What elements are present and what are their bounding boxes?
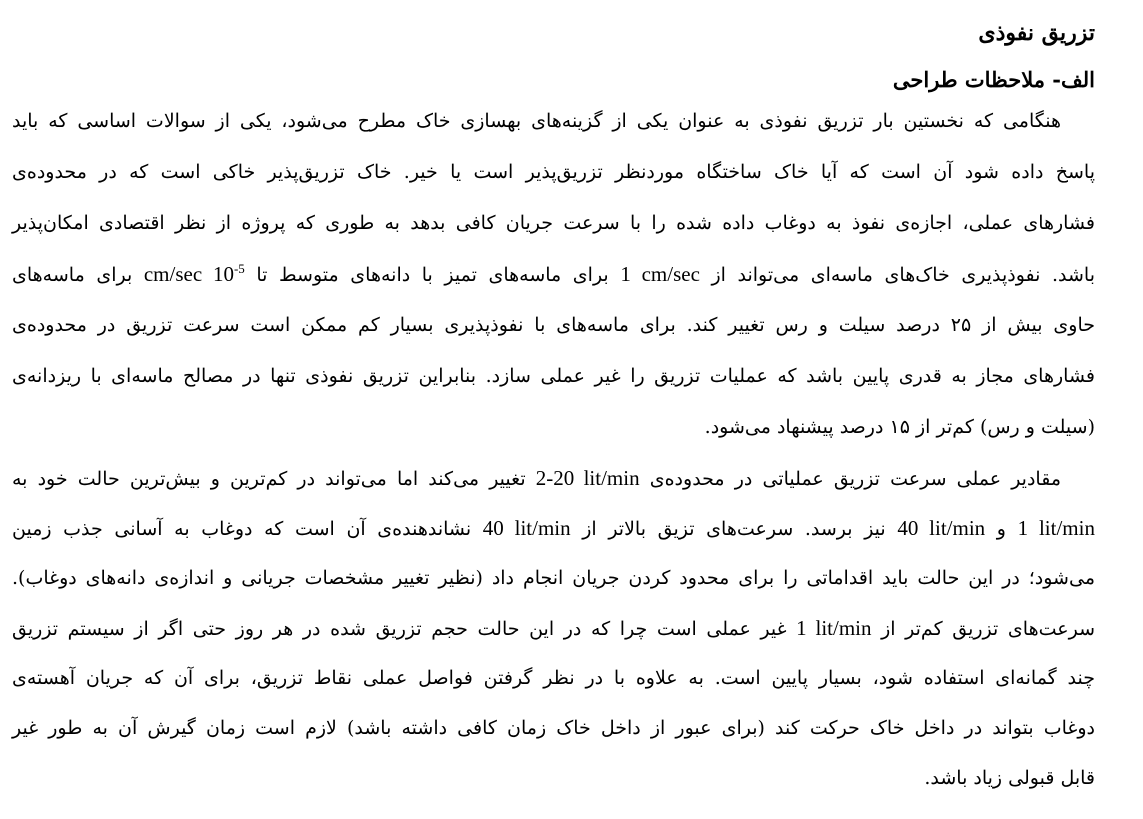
rate-value: 40 lit/min [482, 516, 571, 540]
text-line: دوغاب بتواند در داخل خاک حرکت کند (برای عبور از داخل خاک زمان کافی داشته باشد) لازم است زمان گیرش آن به طور غیر [12, 717, 1095, 739]
text-fragment: غیر عملی است چرا که در این حالت حجم تزریق شده در هر روز حتی اگر از سیستم تزریق [12, 618, 787, 640]
text-fragment: برای ماسه‌های [12, 264, 133, 286]
text-fragment: نیز برسد. سرعت‌های تزیق بالاتر از [582, 518, 886, 540]
text-fragment: نشاندهنده‌ی آن است که دوغاب به آسانی جذب زمین [12, 518, 472, 540]
rate-value: 1 lit/min [796, 616, 872, 640]
text-fragment: برای ماسه‌های تمیز با دانه‌های متوسط تا [256, 264, 609, 286]
text-line: هنگامی که نخستین بار تزریق نفوذی به عنوان یکی از گزینه‌های بهسازی خاک مطرح می‌شود، یکی از سوالات اساسی که باید [12, 110, 1061, 132]
document-page [12, 0, 1095, 803]
text-line: قابل قبولی زیاد باشد. [924, 767, 1095, 789]
value-exponent: -5 [233, 261, 245, 276]
rate-value: 2-20 lit/min [535, 466, 640, 490]
paragraph-groutability [12, 96, 1095, 453]
text-fragment: و [996, 518, 1006, 540]
text-fragment: تغییر می‌کند اما می‌تواند در کم‌ترین و بیش‌ترین حالت خود به [12, 468, 526, 490]
rate-value: 1 lit/min [1017, 516, 1095, 540]
text-line: فشارهای مجاز به قدری پایین باشد که عملیات تزریق را غیر عملی سازد. بنابراین تزریق نفوذی تنها در مصالح ماسه‌ای با ریزدانه‌ی [12, 365, 1095, 387]
text-line [12, 603, 1095, 653]
value-base: 10 [212, 262, 234, 286]
value-unit: cm/sec [143, 262, 203, 286]
section-heading: الف- ملاحظات طراحی [892, 67, 1095, 92]
text-fragment: سرعت‌های تزریق کم‌تر از [881, 618, 1095, 640]
text-line: می‌شود؛ در این حالت باید اقداماتی را برای محدود کردن جریان انجام داد (نظیر تغییر مشخصات جریانی و اندازه‌ی دانه‌های دوغاب). [12, 567, 1095, 589]
text-line: پاسخ داده شود آن است که آیا خاک ساختگاه موردنظر تزریق‌پذیر است یا خیر. خاک تزریق‌پذیر خاکی است که در محدوده‌ی [12, 161, 1095, 183]
text-fragment: مقادیر عملی سرعت تزریق عملیاتی در محدوده‌ی [649, 468, 1062, 490]
text-line: (سیلت و رس) کم‌تر از ۱۵ درصد پیشنهاد می‌شود. [704, 416, 1095, 438]
text-line: حاوی بیش از ۲۵ درصد سیلت و رس تغییر کند. برای ماسه‌های با نفوذپذیری بسیار کم ممکن است سرعت تزریق در محدوده‌ی [12, 314, 1095, 336]
text-fragment: باشد. نفوذپذیری خاک‌های ماسه‌ای می‌تواند از [711, 264, 1096, 286]
document-title: تزریق نفوذی [978, 20, 1095, 46]
text-line [12, 249, 1095, 300]
text-line: فشارهای عملی، اجازه‌ی نفوذ به دوغاب داده شده را با سرعت جریان کافی بدهد به طوری که پروژه از نظر اقتصادی امکان‌پذیر [12, 212, 1095, 234]
permeability-value: 1 cm/sec [620, 262, 700, 286]
text-line [12, 503, 1095, 553]
paragraph-injection-rate [12, 453, 1095, 803]
rate-value: 40 lit/min [897, 516, 986, 540]
text-line: چند گمانه‌ای استفاده شود، بسیار پایین است. به علاوه با در نظر گرفتن فواصل عملی نقاط تزریق، برای آن که جریان آهسته‌ی [12, 667, 1095, 689]
text-line [12, 453, 1095, 503]
permeability-value [144, 262, 245, 286]
